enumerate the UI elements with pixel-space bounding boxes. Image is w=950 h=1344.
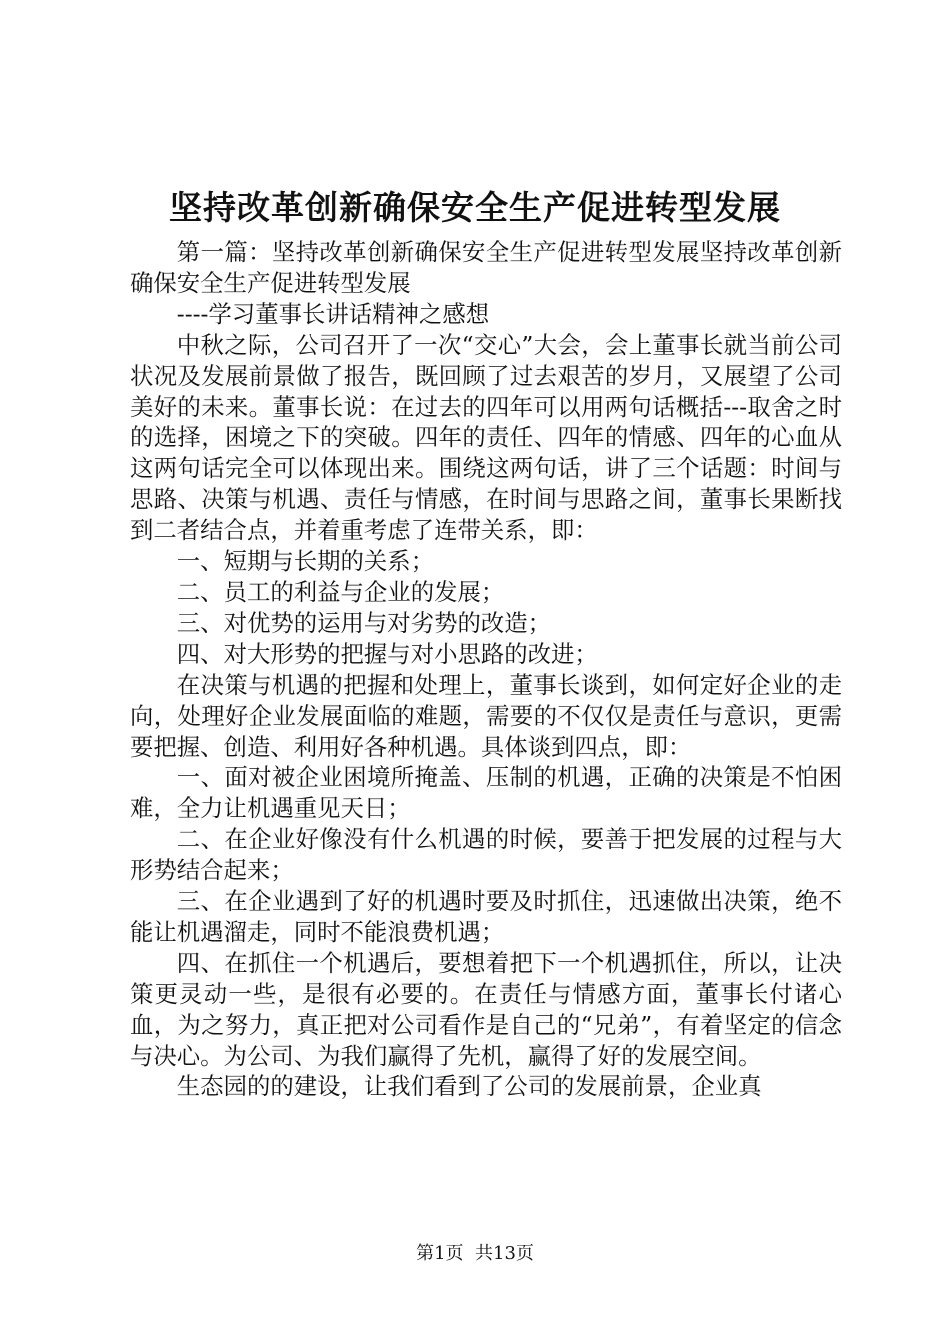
document-body [130, 237, 842, 1102]
page-number-label: 第1页 共13页 [416, 1243, 534, 1264]
list-item: 二、员工的利益与企业的发展； [176, 577, 505, 606]
paragraph: 第一篇：坚持改革创新确保安全生产促进转型发展坚持改革创新确保安全生产促进转型发展 [130, 238, 842, 297]
list-item: 一、面对被企业困境所掩盖、压制的机遇，正确的决策是不怕困难，全力让机遇重见天日； [130, 763, 842, 823]
list-item: 三、对优势的运用与对劣势的改造； [176, 608, 552, 637]
paragraph: 生态园的的建设，让我们看到了公司的发展前景，企业真 [176, 1072, 762, 1101]
list-item: 二、在企业好像没有什么机遇的时候，要善于把发展的过程与大形势结合起来； [130, 825, 842, 885]
paragraph-subtitle: ----学习董事长讲话精神之感想 [176, 299, 490, 328]
list-item: 四、对大形势的把握与对小思路的改进； [176, 639, 598, 668]
page-footer [0, 1242, 950, 1266]
paragraph: 中秋之际，公司召开了一次“交心”大会，会上董事长就当前公司状况及发展前景做了报告，既回顾了过去艰苦的岁月，又展望了公司美好的未来。董事长说：在过去的四年可以用两句话概括---取舍之时的选择，困境之下的突破。四年的责任、四年的情感、四年的心血从这两句话完全可以体现出来。围绕这两句话，讲了三个话题：时间与思路、决策与机遇、责任与情感，在时间与思路之间，董事长果断找到二者结合点，并着重考虑了连带关系，即： [130, 330, 842, 545]
list-item: 一、短期与长期的关系； [176, 547, 435, 576]
document-title: 坚持改革创新确保安全生产促进转型发展 [169, 188, 781, 227]
paragraph: 在决策与机遇的把握和处理上，董事长谈到，如何定好企业的走向，处理好企业发展面临的难题，需要的不仅仅是责任与意识，更需要把握、创造、利用好各种机遇。具体谈到四点，即： [130, 670, 842, 761]
list-item: 三、在企业遇到了好的机遇时要及时抓住，迅速做出决策，绝不能让机遇溜走，同时不能浪费机遇； [130, 887, 842, 946]
list-item: 四、在抓住一个机遇后，要想着把下一个机遇抓住，所以，让决策更灵动一些，是很有必要的。在责任与情感方面，董事长付诸心血，为之努力，真正把对公司看作是自己的“兄弟”，有着坚定的信念与决心。为公司、为我们赢得了先机，赢得了好的发展空间。 [130, 948, 842, 1070]
